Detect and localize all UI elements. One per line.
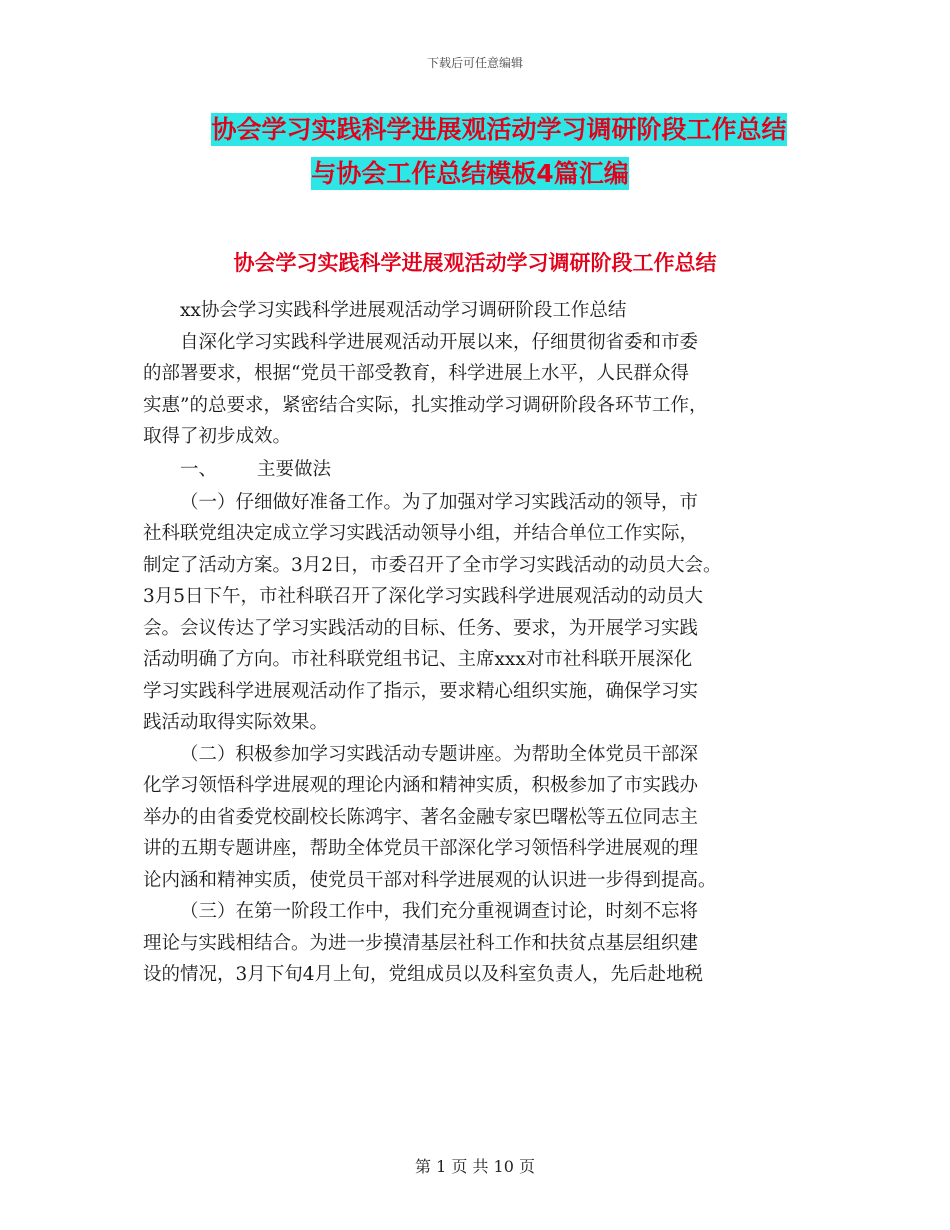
body-line: 理论与实践相结合。为进一步摸清基层社科工作和扶贫点基层组织建 [143, 932, 699, 954]
body-line: 自深化学习实践科学进展观活动开展以来，仔细贯彻省委和市委 [180, 331, 699, 353]
body-line: 取得了初步成效。 [143, 426, 292, 447]
body-line: 实惠”的总要求，紧密结合实际，扎实推动学习调研阶段各环节工作， [143, 394, 708, 416]
body-line: 化学习领悟科学进展观的理论内涵和精神实质，积极参加了市实践办 [143, 775, 699, 796]
main-title-line-1 [0, 113, 950, 147]
body-line: xx协会学习实践科学进展观活动学习调研阶段工作总结 [180, 300, 627, 321]
heading-text: 主要做法 [257, 458, 332, 480]
body-line: 3月5日下午，市社科联召开了深化学习实践科学进展观活动的动员大 [143, 586, 704, 607]
page-footer: 第 1 页 共 10 页 [415, 1157, 535, 1176]
body-line: 会。会议传达了学习实践活动的目标、任务、要求，为开展学习实践 [143, 617, 699, 639]
body-line: （三）在第一阶段工作中，我们充分重视调查讨论，时刻不忘将 [180, 901, 699, 922]
body-line: （一）仔细做好准备工作。为了加强对学习实践活动的领导，市 [180, 491, 699, 513]
body-line: 论内涵和精神实质，使党员干部对科学进展观的认识进一步得到提高。 [143, 869, 717, 891]
body-line: 讲的五期专题讲座，帮助全体党员干部深化学习领悟科学进展观的理 [143, 838, 699, 859]
body-line: 制定了活动方案。3月2日，市委召开了全市学习实践活动的动员大会。 [143, 554, 722, 576]
body-line: 学习实践科学进展观活动作了指示，要求精心组织实施，确保学习实 [143, 680, 699, 702]
body-line: 践活动取得实际效果。 [143, 712, 329, 733]
body-line: 设的情况，3月下旬4月上旬，党组成员以及科室负责人，先后赴地税 [143, 964, 704, 985]
main-title-line-2-text: 与协会工作总结模板4篇汇编 [311, 159, 629, 188]
body-line: 活动明确了方向。市社科联党组书记、主席xxx对市社科联开展深化 [143, 649, 693, 670]
main-title-line-1-text: 协会学习实践科学进展观活动学习调研阶段工作总结 [211, 115, 787, 144]
heading-main-methods [143, 453, 808, 487]
section-title: 协会学习实践科学进展观活动学习调研阶段工作总结 [233, 251, 717, 275]
body-line: 社科联党组决定成立学习实践活动领导小组，并结合单位工作实际， [143, 523, 699, 544]
header-note: 下载后可任意编辑 [426, 56, 523, 70]
document-body [143, 295, 808, 991]
heading-number: 一、 [180, 458, 218, 480]
main-title-line-2 [0, 157, 950, 191]
body-line: 的部署要求，根据“党员干部受教育，科学进展上水平，人民群众得 [143, 363, 689, 384]
body-line: （二）积极参加学习实践活动专题讲座。为帮助全体党员干部深 [180, 743, 699, 765]
body-line: 举办的由省委党校副校长陈鸿宇、著名金融专家巴曙松等五位同志主 [143, 806, 699, 828]
